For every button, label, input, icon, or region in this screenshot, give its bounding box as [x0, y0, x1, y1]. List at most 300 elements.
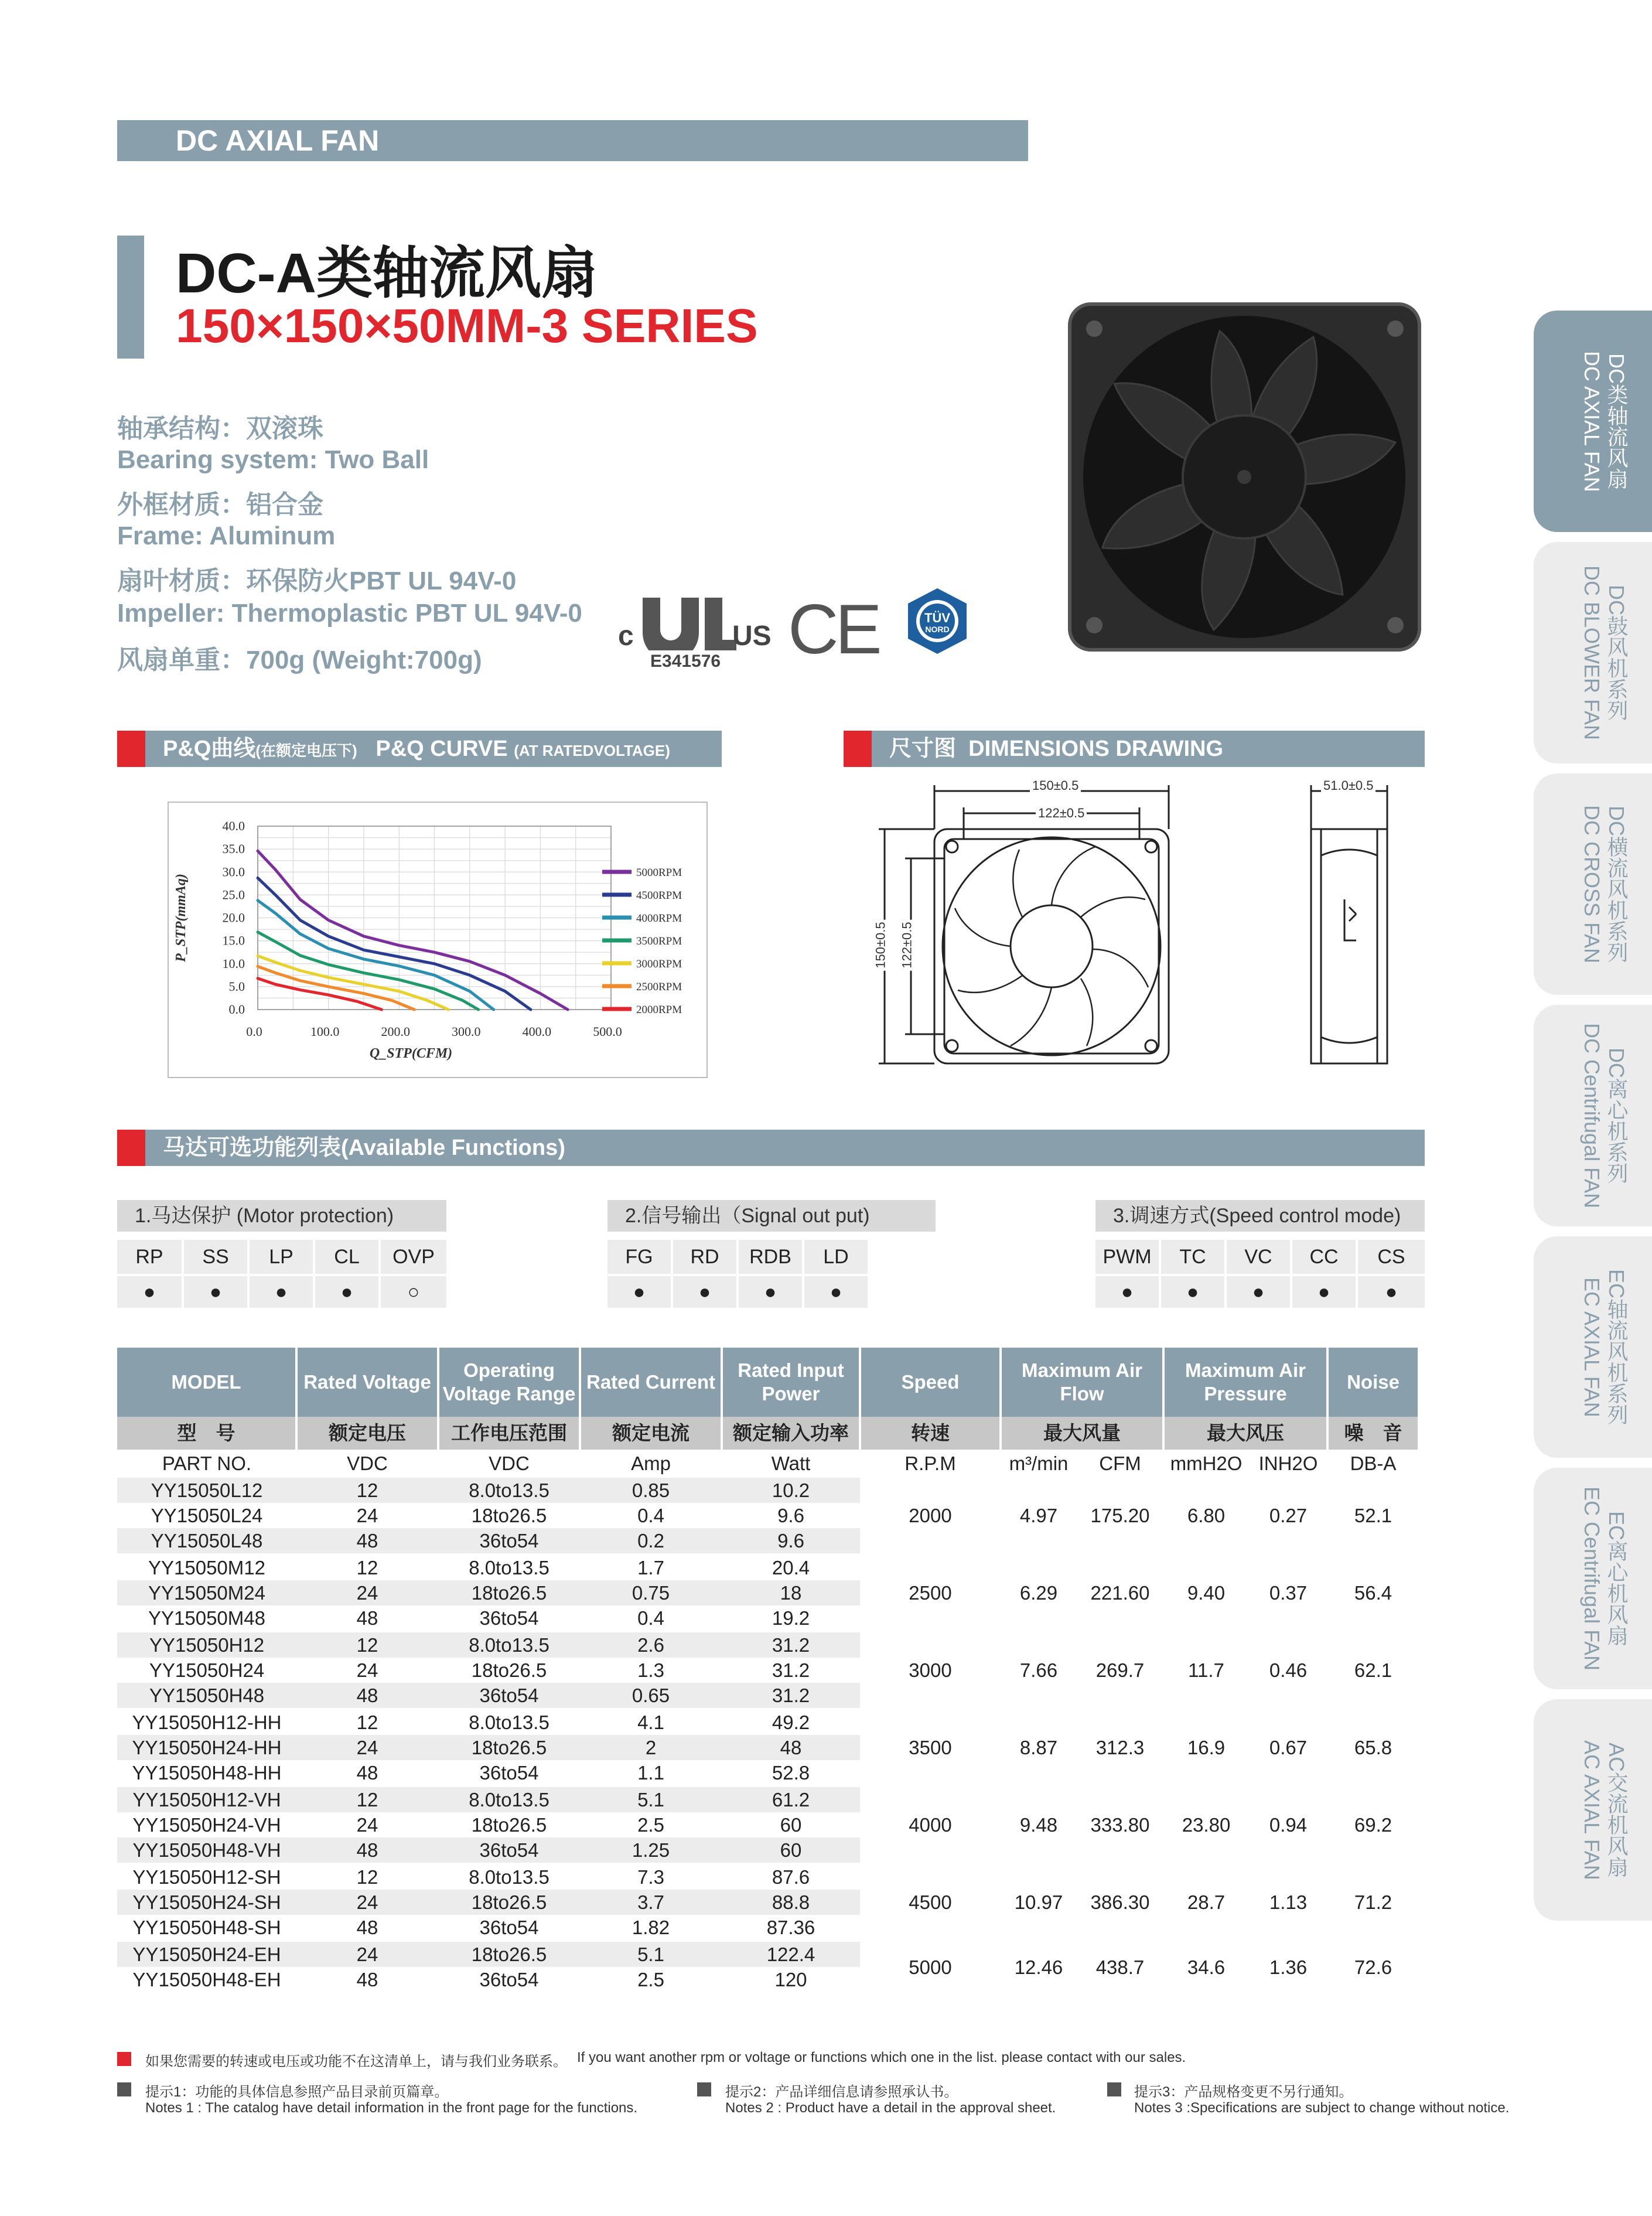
note-1-cn: 提示1：功能的具体信息参照产品目录前页篇章。 [145, 2084, 449, 2100]
cell-mmh2o: 34.6 [1163, 1941, 1249, 1993]
y-tick-label: 25.0 [222, 887, 245, 902]
category-header-bar [117, 120, 1028, 161]
fn-mark-rp: ● [117, 1276, 182, 1308]
legend-label-3000rpm: 3000RPM [636, 958, 682, 970]
title-accent-bar [117, 236, 144, 359]
cell-rated-voltage: 24 [356, 1814, 378, 1836]
pq-title-en: P&Q CURVE [376, 737, 508, 761]
cell-rated-power: 31.2 [772, 1659, 810, 1681]
cell-rated-voltage: 12 [296, 1787, 438, 1813]
cell-rated-current: 1.7 [580, 1554, 722, 1581]
side-tab-ec-centrifugal-fan-cn: EC离心机风扇 [1605, 1511, 1629, 1646]
cell-noise: 72.6 [1327, 1941, 1419, 1993]
cell-rated-current: 1.25 [580, 1837, 722, 1864]
th-model: MODEL [117, 1348, 296, 1417]
cell-speed: 4500 [860, 1864, 1001, 1941]
cell-m3: 6.29 [1001, 1554, 1077, 1632]
cell-voltage-range: 36to54 [479, 1917, 539, 1938]
cell-voltage-range: 36to54 [479, 1969, 539, 1990]
cell-rated-voltage: 48 [296, 1528, 438, 1554]
note-1-en: Notes 1 : The catalog have detail information in the front page for the functions. [145, 2100, 638, 2116]
cell-rated-current: 5.1 [580, 1941, 722, 1968]
cell-m3: 8.87 [1001, 1709, 1077, 1787]
ul-file-number: E341576 [650, 652, 721, 671]
cell-part-no: YY15050H24-SH [117, 1890, 296, 1915]
fn-label-cl: CL [315, 1240, 378, 1274]
function-group-signal-output: 2.信号输出（Signal out put) [607, 1200, 936, 1232]
side-tab-dc-blower-fan-en: DC BLOWER FAN [1580, 565, 1604, 741]
cell-part-no: YY15050H48-HH [132, 1762, 282, 1784]
cell-part-no: YY15050H48-VH [117, 1837, 296, 1864]
cell-m3: 9.48 [1001, 1787, 1077, 1864]
fn-mark-vc: ● [1227, 1276, 1290, 1308]
cell-mmh2o: 11.7 [1163, 1632, 1249, 1709]
cell-rated-power: 20.4 [722, 1554, 860, 1581]
dim-outer-width: 150±0.5 [1030, 778, 1081, 793]
cell-rated-voltage: 48 [356, 1607, 378, 1629]
cell-part-no: YY15050H12-SH [117, 1864, 296, 1890]
cell-part-no: YY15050H12-HH [117, 1709, 296, 1736]
cell-rated-power: 120 [774, 1969, 807, 1990]
cell-rated-voltage: 48 [296, 1683, 438, 1709]
th-cn-max-air-flow: 最大风量 [1001, 1417, 1163, 1450]
th-rated-current: Rated Current [580, 1348, 722, 1417]
unit-part-no: PART NO. [162, 1453, 252, 1474]
table-units-row [117, 1450, 1419, 1478]
y-tick-label: 30.0 [222, 864, 245, 879]
fn-mark-ovp: ○ [381, 1276, 446, 1308]
dimensions-header [844, 731, 1425, 767]
dimensions-drawing [844, 773, 1429, 1102]
unit-inh2o: INH2O [1258, 1453, 1318, 1474]
pq-red-marker [117, 731, 145, 767]
cell-rated-voltage: 48 [356, 1917, 378, 1938]
cell-rated-voltage: 12 [296, 1554, 438, 1581]
series-line-2500rpm [258, 966, 414, 1010]
th-cn-rated-current: 额定电流 [580, 1417, 722, 1450]
unit-rpm: R.P.M [904, 1453, 956, 1474]
table-header-cn-row [117, 1417, 1419, 1450]
side-tab-dc-centrifugal-fan-en: DC Centrifugal FAN [1580, 1022, 1604, 1209]
cell-inh2o: 0.37 [1249, 1554, 1327, 1632]
note-contact-en: If you want another rpm or voltage or functions which one in the list. please contact with our sales. [577, 2050, 1186, 2065]
fn-label-ss: SS [184, 1240, 247, 1274]
pq-curve-header [117, 731, 722, 767]
side-tab-dc-axial-fan-cn: DC类轴流风扇 [1605, 353, 1629, 489]
x-tick-label: 200.0 [381, 1024, 410, 1039]
dim-inner-width: 122±0.5 [1036, 806, 1087, 821]
pq-title-cn-small: (在额定电压下) [255, 742, 357, 759]
cell-mmh2o: 28.7 [1163, 1864, 1249, 1941]
cell-noise: 71.2 [1327, 1864, 1419, 1941]
cell-rated-voltage: 48 [356, 1762, 378, 1784]
cell-mmh2o: 9.40 [1163, 1554, 1249, 1632]
cell-rated-power: 19.2 [772, 1607, 810, 1629]
cell-voltage-range: 36to54 [438, 1837, 580, 1864]
cell-part-no: YY15050H24-HH [117, 1735, 296, 1760]
table-row [117, 1787, 1419, 1813]
cell-voltage-range: 18to26.5 [471, 1814, 547, 1836]
cell-cfm: 269.7 [1077, 1632, 1163, 1709]
x-tick-label: 0.0 [246, 1024, 262, 1039]
th-cn-operating-voltage: 工作电压范围 [438, 1417, 580, 1450]
cell-cfm: 312.3 [1077, 1709, 1163, 1787]
cell-mmh2o: 6.80 [1163, 1478, 1249, 1554]
fn-label-tc: TC [1161, 1240, 1224, 1274]
cell-rated-current: 0.2 [580, 1528, 722, 1554]
side-tab-ac-axial-fan-en: AC AXIAL FAN [1580, 1740, 1604, 1880]
side-tab-dc-centrifugal-fan[interactable] [1534, 1005, 1652, 1226]
cell-speed: 3500 [860, 1709, 1001, 1787]
cell-part-no: YY15050M12 [117, 1554, 296, 1581]
legend-label-5000rpm: 5000RPM [636, 867, 682, 879]
pq-title-cn: P&Q曲线 [163, 737, 256, 761]
dimensions-title-cn: 尺寸图 [889, 737, 957, 761]
legend-label-2000rpm: 2000RPM [636, 1004, 682, 1016]
cell-part-no: YY15050H48-SH [132, 1917, 281, 1938]
cell-cfm: 221.60 [1077, 1554, 1163, 1632]
unit-dba: DB-A [1350, 1453, 1397, 1474]
th-rated-power: Rated Input Power [722, 1348, 860, 1417]
cell-rated-voltage: 24 [296, 1735, 438, 1760]
y-tick-label: 10.0 [222, 956, 245, 971]
cell-rated-voltage: 48 [356, 1969, 378, 1990]
y-tick-label: 20.0 [222, 910, 245, 925]
cell-rated-voltage: 24 [296, 1580, 438, 1605]
unit-watt: Watt [771, 1453, 811, 1474]
fn-mark-cc: ● [1292, 1276, 1356, 1308]
cell-part-no: YY15050H24 [149, 1659, 265, 1681]
cell-rated-current: 4.1 [580, 1709, 722, 1736]
y-tick-label: 15.0 [222, 933, 245, 948]
side-tab-dc-axial-fan[interactable] [1534, 311, 1652, 532]
cell-rated-voltage: 12 [296, 1478, 438, 1503]
x-tick-label: 500.0 [593, 1024, 622, 1039]
cell-part-no: YY15050H48-EH [132, 1969, 281, 1990]
cell-part-no: YY15050M48 [148, 1607, 265, 1629]
cell-m3: 4.97 [1001, 1478, 1077, 1554]
cell-rated-current: 3.7 [580, 1890, 722, 1915]
legend-label-4500rpm: 4500RPM [636, 889, 682, 902]
note-2-en: Notes 2 : Product have a detail in the approval sheet. [725, 2100, 1056, 2116]
cell-voltage-range: 8.0to13.5 [438, 1709, 580, 1736]
cell-voltage-range: 18to26.5 [471, 1659, 547, 1681]
cell-inh2o: 0.94 [1249, 1787, 1327, 1864]
fn-mark-fg: ● [607, 1276, 671, 1308]
fn-label-rp: RP [117, 1240, 182, 1274]
cell-voltage-range: 36to54 [479, 1607, 539, 1629]
cell-mmh2o: 23.80 [1163, 1787, 1249, 1864]
cell-voltage-range: 8.0to13.5 [438, 1632, 580, 1658]
fn-mark-ss: ● [184, 1276, 247, 1308]
th-max-air-pressure: Maximum Air Pressure [1163, 1348, 1327, 1417]
table-row [117, 1554, 1419, 1581]
tuv-sub: NORD [925, 625, 950, 634]
cell-rated-power: 52.8 [772, 1762, 810, 1784]
fn-mark-ld: ● [804, 1276, 868, 1308]
cell-part-no: YY15050L12 [117, 1478, 296, 1503]
cell-rated-voltage: 48 [296, 1837, 438, 1864]
cell-rated-voltage: 24 [296, 1941, 438, 1968]
tuv-logo [902, 586, 972, 656]
fn-mark-pwm: ● [1095, 1276, 1159, 1308]
side-tab-ec-axial-fan[interactable] [1534, 1236, 1652, 1458]
cell-noise: 65.8 [1327, 1709, 1419, 1787]
cell-rated-current: 0.4 [637, 1505, 664, 1526]
pq-chart-svg [169, 803, 706, 1077]
cell-noise: 62.1 [1327, 1632, 1419, 1709]
th-cn-max-air-pressure: 最大风压 [1163, 1417, 1327, 1450]
fn-mark-cs: ● [1358, 1276, 1425, 1308]
side-tab-dc-cross-fan-cn: DC横流风机系列 [1605, 806, 1629, 963]
cell-rated-voltage: 24 [356, 1505, 378, 1526]
side-tab-dc-cross-fan[interactable] [1534, 773, 1652, 995]
cell-part-no: YY15050L48 [117, 1528, 296, 1554]
side-tab-dc-blower-fan-cn: DC鼓风机系列 [1605, 585, 1629, 721]
th-cn-model: 型 号 [117, 1417, 296, 1450]
side-tab-ec-centrifugal-fan-en: EC Centrifugal FAN [1580, 1486, 1604, 1671]
cell-rated-current: 1.3 [637, 1659, 664, 1681]
fan-photo [1067, 302, 1422, 652]
unit-vdc: VDC [347, 1453, 388, 1474]
cell-voltage-range: 36to54 [479, 1762, 539, 1784]
cell-rated-power: 122.4 [722, 1941, 860, 1968]
category-header-label: DC AXIAL FAN [176, 124, 380, 157]
side-tab-ec-axial-fan-en: EC AXIAL FAN [1580, 1277, 1604, 1417]
fn-label-ovp: OVP [381, 1240, 446, 1274]
side-tab-ec-axial-fan-cn: EC轴流风机系列 [1605, 1269, 1629, 1425]
pq-chart [168, 802, 708, 1078]
th-noise: Noise [1327, 1348, 1419, 1417]
legend-label-3500rpm: 3500RPM [636, 935, 682, 947]
cell-rated-current: 2.6 [580, 1632, 722, 1658]
cell-speed: 3000 [860, 1632, 1001, 1709]
table-row [117, 1478, 1419, 1503]
th-cn-rated-power: 额定输入功率 [722, 1417, 860, 1450]
tuv-label: TÜV [924, 611, 950, 625]
spec-table [117, 1348, 1420, 1992]
note-1-marker [117, 2082, 131, 2096]
fn-mark-rdb: ● [739, 1276, 802, 1308]
side-tab-ac-axial-fan-cn: AC交流机风扇 [1605, 1742, 1629, 1877]
cell-voltage-range: 18to26.5 [438, 1735, 580, 1760]
fn-label-pwm: PWM [1095, 1240, 1159, 1274]
cell-speed: 2500 [860, 1554, 1001, 1632]
table-row [117, 1941, 1419, 1968]
cell-speed: 5000 [860, 1941, 1001, 1993]
cell-part-no: YY15050H48 [117, 1683, 296, 1709]
legend-label-2500rpm: 2500RPM [636, 981, 682, 993]
cell-rated-current: 1.82 [632, 1917, 670, 1938]
th-rated-voltage: Rated Voltage [296, 1348, 438, 1417]
cell-cfm: 438.7 [1077, 1941, 1163, 1993]
functions-header [117, 1130, 1425, 1166]
cell-rated-power: 88.8 [722, 1890, 860, 1915]
y-tick-label: 40.0 [222, 819, 245, 833]
side-tab-dc-blower-fan[interactable] [1534, 542, 1652, 763]
cell-rated-current: 5.1 [580, 1787, 722, 1813]
cell-rated-power: 87.6 [722, 1864, 860, 1890]
note-2-marker [697, 2082, 711, 2096]
fn-label-cs: CS [1358, 1240, 1425, 1274]
table-row [117, 1632, 1419, 1658]
ul-us-mark: US [732, 621, 772, 652]
fn-label-cc: CC [1292, 1240, 1356, 1274]
pq-title-en-small: (AT RATEDVOLTAGE) [514, 742, 670, 759]
functions-red-marker [117, 1130, 145, 1166]
product-title: DC-A类轴流风扇 [176, 242, 598, 305]
cell-speed: 4000 [860, 1787, 1001, 1864]
side-tab-dc-cross-fan-en: DC CROSS FAN [1580, 804, 1604, 964]
cell-inh2o: 0.27 [1249, 1478, 1327, 1554]
cell-voltage-range: 8.0to13.5 [438, 1864, 580, 1890]
cell-rated-voltage: 24 [296, 1890, 438, 1915]
cell-rated-power: 61.2 [722, 1787, 860, 1813]
cell-rated-voltage: 24 [356, 1659, 378, 1681]
x-tick-label: 100.0 [310, 1024, 340, 1039]
cell-rated-power: 48 [722, 1735, 860, 1760]
cell-rated-power: 87.36 [766, 1917, 815, 1938]
side-tab-ac-axial-fan[interactable] [1534, 1699, 1652, 1921]
cell-rated-current: 2.5 [637, 1814, 664, 1836]
cell-m3: 7.66 [1001, 1632, 1077, 1709]
cell-voltage-range: 18to26.5 [471, 1505, 547, 1526]
unit-m3-min: m³/min [1009, 1453, 1069, 1474]
cell-part-no: YY15050M24 [117, 1580, 296, 1605]
cell-voltage-range: 18to26.5 [438, 1890, 580, 1915]
cell-rated-current: 2 [580, 1735, 722, 1760]
cell-rated-power: 60 [722, 1837, 860, 1864]
cell-voltage-range: 18to26.5 [438, 1580, 580, 1605]
spec-impeller-cn: 扇叶材质：环保防火PBT UL 94V-0 [117, 567, 517, 595]
cell-m3: 10.97 [1001, 1864, 1077, 1941]
cell-voltage-range: 36to54 [438, 1683, 580, 1709]
cell-voltage-range: 8.0to13.5 [438, 1554, 580, 1581]
spec-bearing-en: Bearing system: Two Ball [117, 445, 429, 474]
product-series: 150×150×50MM-3 SERIES [176, 299, 758, 353]
cell-inh2o: 0.67 [1249, 1709, 1327, 1787]
table-row [117, 1709, 1419, 1736]
cell-noise: 56.4 [1327, 1554, 1419, 1632]
cell-rated-power: 9.6 [722, 1528, 860, 1554]
th-speed: Speed [860, 1348, 1001, 1417]
table-header-row [117, 1348, 1419, 1417]
fn-label-ld: LD [804, 1240, 868, 1274]
cell-cfm: 386.30 [1077, 1864, 1163, 1941]
cell-rated-current: 0.4 [637, 1607, 664, 1629]
dim-outer-height: 150±0.5 [873, 919, 889, 970]
fn-mark-lp: ● [250, 1276, 313, 1308]
note-3-en: Notes 3 :Specifications are subject to change without notice. [1134, 2100, 1510, 2116]
functions-title-cn: 马达可选功能列表 [163, 1136, 342, 1160]
cell-rated-current: 7.3 [580, 1864, 722, 1890]
x-axis-label: Q_STP(CFM) [369, 1046, 453, 1061]
th-cn-rated-voltage: 额定电压 [296, 1417, 438, 1450]
cell-rated-voltage: 12 [296, 1709, 438, 1736]
note-2-cn: 提示2：产品详细信息请参照承认书。 [725, 2084, 958, 2100]
cell-rated-current: 1.1 [637, 1762, 664, 1784]
y-tick-label: 0.0 [228, 1002, 245, 1017]
unit-cfm: CFM [1099, 1453, 1141, 1474]
ul-c-mark: c [618, 621, 634, 652]
ul-logo [618, 586, 772, 674]
unit-amp: Amp [631, 1453, 671, 1474]
fn-mark-cl: ● [315, 1276, 378, 1308]
cell-part-no: YY15050H24-VH [132, 1814, 281, 1836]
note-3-cn: 提示3：产品规格变更不另行通知。 [1134, 2084, 1353, 2100]
y-tick-label: 35.0 [222, 841, 245, 857]
ce-mark: CE [788, 590, 879, 669]
cell-voltage-range: 36to54 [438, 1528, 580, 1554]
x-tick-label: 300.0 [452, 1024, 481, 1039]
cell-part-no: YY15050L24 [151, 1505, 263, 1526]
cell-rated-voltage: 12 [296, 1632, 438, 1658]
cell-rated-current: 0.65 [580, 1683, 722, 1709]
cell-part-no: YY15050H12-VH [117, 1787, 296, 1813]
spec-weight: 风扇单重：700g (Weight:700g) [117, 646, 482, 674]
cell-inh2o: 0.46 [1249, 1632, 1327, 1709]
ul-symbol-icon [637, 586, 736, 650]
function-group-motor-protection: 1.马达保护 (Motor protection) [117, 1200, 446, 1232]
cell-rated-power: 49.2 [722, 1709, 860, 1736]
fn-label-rdb: RDB [739, 1240, 802, 1274]
fn-label-vc: VC [1227, 1240, 1290, 1274]
side-tab-dc-axial-fan-en: DC AXIAL FAN [1580, 350, 1604, 492]
y-axis-label: P_STP(mmAq) [173, 874, 189, 962]
cell-rated-power: 31.2 [722, 1683, 860, 1709]
note-contact-cn: 如果您需要的转速或电压或功能不在这清单上，请与我们业务联系。 [145, 2054, 567, 2070]
cell-inh2o: 1.13 [1249, 1864, 1327, 1941]
y-tick-label: 5.0 [228, 979, 245, 994]
th-max-air-flow: Maximum Air Flow [1001, 1348, 1163, 1417]
fn-label-fg: FG [607, 1240, 671, 1274]
cell-rated-current: 0.85 [580, 1478, 722, 1503]
cell-noise: 52.1 [1327, 1478, 1419, 1554]
cell-voltage-range: 8.0to13.5 [438, 1787, 580, 1813]
cell-cfm: 333.80 [1077, 1787, 1163, 1864]
cell-m3: 12.46 [1001, 1941, 1077, 1993]
spec-impeller-en: Impeller: Thermoplastic PBT UL 94V-0 [117, 599, 582, 628]
note-3-marker [1107, 2082, 1121, 2096]
fn-mark-tc: ● [1161, 1276, 1224, 1308]
series-line-5000rpm [258, 851, 568, 1010]
cell-rated-power: 31.2 [722, 1632, 860, 1658]
dimensions-red-marker [844, 731, 872, 767]
spec-bearing-cn: 轴承结构：双滚珠 [117, 414, 323, 443]
table-row [117, 1864, 1419, 1890]
side-tab-dc-centrifugal-fan-cn: DC离心机系列 [1605, 1048, 1629, 1184]
cell-rated-power: 9.6 [777, 1505, 804, 1526]
note-contact-marker [117, 2052, 131, 2066]
spec-frame-cn: 外框材质：铝合金 [117, 490, 323, 519]
functions-title-en: (Available Functions) [341, 1136, 565, 1160]
cell-voltage-range: 8.0to13.5 [438, 1478, 580, 1503]
th-cn-noise: 噪 音 [1327, 1417, 1419, 1450]
cell-part-no: YY15050H24-EH [117, 1941, 296, 1968]
cell-mmh2o: 16.9 [1163, 1709, 1249, 1787]
fn-mark-rd: ● [673, 1276, 736, 1308]
fn-label-rd: RD [673, 1240, 736, 1274]
x-tick-label: 400.0 [522, 1024, 552, 1039]
cell-part-no: YY15050H12 [117, 1632, 296, 1658]
cell-speed: 2000 [860, 1478, 1001, 1554]
cell-rated-power: 10.2 [722, 1478, 860, 1503]
unit-mmh2o: mmH2O [1170, 1453, 1243, 1474]
cell-rated-power: 18 [722, 1580, 860, 1605]
side-tab-ec-centrifugal-fan[interactable] [1534, 1468, 1652, 1689]
dim-inner-height: 122±0.5 [900, 919, 915, 970]
dim-depth: 51.0±0.5 [1321, 778, 1375, 793]
